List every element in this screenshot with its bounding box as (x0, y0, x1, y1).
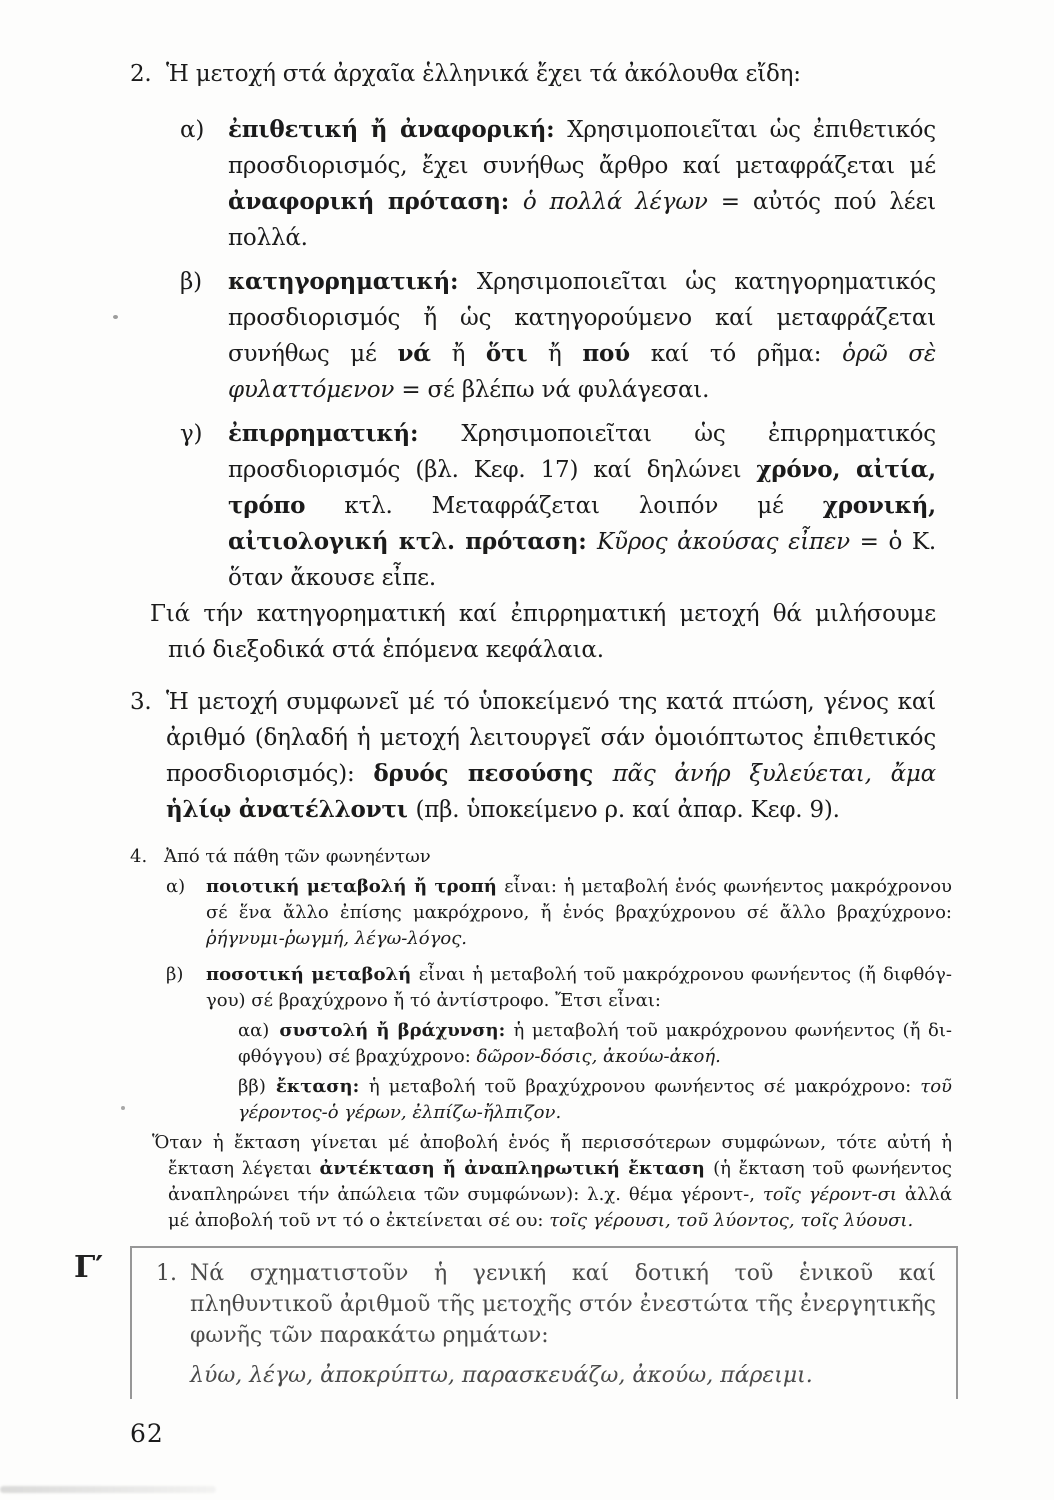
section-4-vowel-changes (130, 844, 952, 1234)
section-4-item-beta-quantitative (166, 962, 952, 1014)
section-4-subitem-aa-contraction (238, 1018, 952, 1070)
subitem-aa-text: συστολή ἤ βράχυνση: ἡ μεταβολή τοῦ μακρόχρονου φωνήεντος (ἤ διφθόγγου) σέ βραχύχρονο: δῶρον-δόσις, ἀκούω-ἀκοή. (238, 1020, 952, 1067)
subitem-alpha-text: ἐπιθετική ἤ ἀναφορική: Χρησιμοποιεῖται ὡς ἐπιθετικός προσδιορισμός, ἔχει συνήθως ἄρθρο καί μεταφράζεται μέ ἀναφορική πρόταση: ὁ πολλά λέγων = αὐτός πού λέει πολλά. (228, 116, 936, 251)
exercise-item-1-marker: 1. (156, 1261, 177, 1286)
exercise-box (74, 1246, 958, 1399)
subitem-beta-marker: β) (180, 269, 202, 295)
section-4-beta-marker: β) (166, 964, 184, 985)
section-3-number: 3. (130, 689, 152, 715)
subitem-gamma-text: ἐπιρρηματική: Χρησιμοποιεῖται ὡς ἐπιρρηματικός προσδιορισμός (βλ. Κεφ. 17) καί δηλώνει χρόνο, αἰτία, τρόπο κτλ. Μεταφράζεται λοιπόν μέ χρονική, αἰτιολογική κτλ. πρόταση: Κῦρος ἀκούσας εἶπεν = ὁ Κ. ὅταν ἄκουσε εἶπε. (228, 420, 936, 591)
subitem-bb-marker: ββ) (238, 1076, 266, 1097)
scan-smudge-artifact (0, 1486, 216, 1493)
exercise-item-1 (156, 1258, 936, 1351)
exercise-section-label: Γ′ (74, 1250, 104, 1285)
section-4-subitem-bb-lengthening (238, 1074, 952, 1126)
subitem-alpha-marker: α) (180, 117, 205, 143)
page-content (74, 56, 953, 1448)
section-4-beta-text: ποσοτική μεταβολή εἶναι ἡ μεταβολή τοῦ μακρόχρονου φωνήεντος (ἤ διφθόγγου) σέ βραχύχρονο ἤ τό ἀντίστροφο. Ἔτσι εἶναι: (206, 964, 952, 1011)
subitem-beta-text: κατηγορηματική: Χρησιμοποιεῖται ὡς κατηγορηματικός προσδιορισμός ἤ ὡς κατηγορούμενο καί μεταφράζεται συνήθως μέ νά ἤ ὅτι ἤ πού καί τό ρῆμα: ὁρῶ σὲ φυλαττόμενον = σέ βλέπω νά φυλάγεσαι. (228, 268, 937, 403)
section-4-heading (130, 844, 952, 870)
section-2-heading (130, 56, 936, 92)
section-4-title: Ἀπό τά πάθη τῶν φωνηέντων (164, 846, 431, 867)
page-number: 62 (130, 1419, 164, 1448)
section-2-closing-note: Γιά τήν κατηγορηματική καί ἐπιρρηματική μετοχή θά μιλήσουμε πιό διεξοδικά στά ἑπόμενα κεφάλαια. (150, 601, 936, 663)
section-3-agreement (130, 684, 936, 828)
section-3-text: Ἡ μετοχή συμφωνεῖ μέ τό ὑποκείμενό της κατά πτώση, γένος καί ἀριθμό (δηλαδή ἡ μετοχή λειτουργεῖ σάν ὁμοιόπτωτος ἐπιθετικός προσδιορισμός): δρυός πεσούσης πᾶς ἀνήρ ξυλεύεται, ἄμα ἡλίῳ ἀνατέλλοντι (πβ. ὑποκείμενο ρ. καί ἀπαρ. Κεφ. 9). (166, 689, 936, 823)
section-2-number: 2. (130, 61, 152, 87)
exercise-item-1-prompt: Νά σχηματιστοῦν ἡ γενική καί δοτική τοῦ ἑνικοῦ καί πληθυντικοῦ ἀριθμοῦ τῆς μετοχῆς στόν ἐνεστώτα τῆς ἐνεργητικῆς φωνῆς τῶν παρακάτω ρημάτων: (190, 1261, 936, 1348)
section-3-paragraph (130, 684, 936, 828)
section-4-item-alpha-qualitative (166, 874, 952, 952)
section-4-alpha-marker: α) (166, 876, 186, 897)
scan-speck-artifact (113, 315, 118, 319)
subitem-gamma-marker: γ) (180, 421, 203, 447)
section-4-compensatory-note: Ὅταν ἡ ἔκταση γίνεται μέ ἀποβολή ἑνός ἤ περισσότερων συμφώνων, τότε αὐτή ἡ ἔκταση λέγεται ἀντέκταση ἤ ἀναπληρωτική ἔκταση (ἡ ἔκταση τοῦ φωνήεντος ἀναπληρώνει τήν ἀπώλεια τῶν συμφώνων): λ.χ. θέμα γέροντ-, τοῖς γέροντ-σι ἀλλά μέ ἀποβολή τοῦ ντ τό ο ἐκτείνεται σέ ου: τοῖς γέρουσι, τοῦ λύοντος, τοῖς λύουσι. (152, 1132, 952, 1231)
section-2-intro-text: Ἡ μετοχή στά ἀρχαῖα ἑλληνικά ἔχει τά ἀκόλουθα εἴδη: (166, 61, 801, 87)
subitem-bb-text: ἔκταση: ἡ μεταβολή τοῦ βραχύχρονου φωνήεντος σέ μακρόχρονο: τοῦ γέροντος-ὁ γέρων, ἐλπίζω-ἤλπιζον. (238, 1076, 952, 1123)
section-4-number: 4. (130, 846, 148, 867)
subitem-aa-marker: αα) (238, 1020, 270, 1041)
subitem-beta-predicative (180, 264, 936, 408)
subitem-gamma-adverbial (180, 416, 936, 596)
scan-speck-artifact (121, 1106, 125, 1110)
exercise-verb-list: λύω, λέγω, ἀποκρύπτω, παρασκευάζω, ἀκούω, πάρειμι. (190, 1363, 813, 1388)
section-2-participle-kinds (130, 56, 936, 668)
section-4-alpha-text: ποιοτική μεταβολή ἤ τροπή εἶναι: ἡ μεταβολή ἑνός φωνήεντος μακρόχρονου σέ ἕνα ἄλλο ἐπίσης μακρόχρονο, ἤ ἑνός βραχύχρονου σέ ἄλλο βραχύχρονο: ῥήγνυμι-ῥωγμή, λέγω-λόγος. (206, 876, 953, 949)
subitem-alpha-attributive (180, 112, 936, 256)
